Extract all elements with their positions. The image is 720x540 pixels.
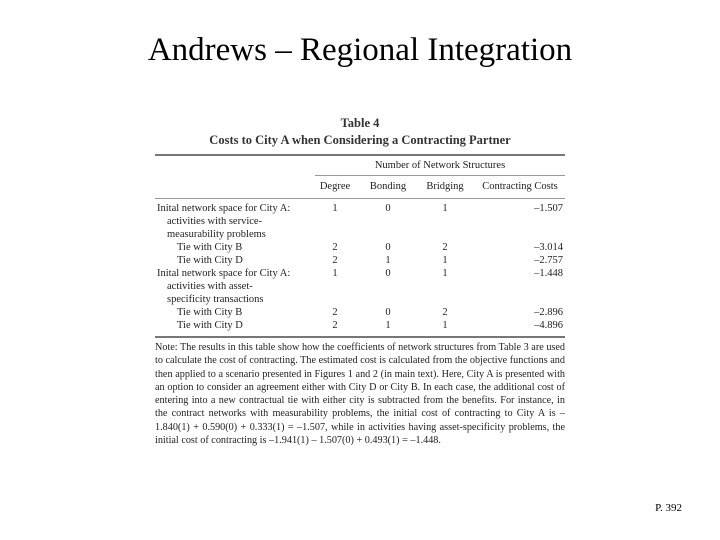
cell-bridging: 1 (442, 320, 448, 331)
cell-cost: –3.014 (534, 242, 563, 253)
cell-degree: 2 (332, 255, 338, 266)
row-label: measurability problems (167, 229, 266, 240)
row-label: Tie with City D (177, 255, 243, 266)
cell-bridging: 1 (442, 255, 448, 266)
cell-cost: –2.896 (534, 307, 563, 318)
slide-title: Andrews – Regional Integration (147, 32, 573, 68)
row-label: activities with service- (167, 216, 263, 227)
bottom-rule (155, 336, 565, 338)
row-label: Inital network space for City A: (157, 268, 291, 279)
cell-bonding: 1 (385, 255, 391, 266)
column-header-bonding: Bonding (369, 181, 407, 192)
table-row (155, 319, 565, 332)
table-note: Note: The results in this table show how the coefficients of network structures from Table 3 are used to calculate the cost of contracting. The estimated cost is calculated from the objective functions and then applied to a scenario presented in Figures 1 and 2 (in main text). Here, City A is presented with an option to consider an agreement either with City D or City B. In each case, the additional cost of entering into a new contractual tie with either city is subtracted from the benefits. For instance, in the contract networks with measurability problems, the initial cost of contracting to City A is –1.840(1) + 0.590(0) + 0.333(1) = –1.507, while in activities having asset-specificity problems, the initial cost of contracting is –1.941(1) – 1.507(0) + 0.493(1) = –1.448. (155, 342, 565, 447)
column-header-degree: Degree (319, 181, 351, 192)
cell-bridging: 2 (442, 242, 448, 253)
table-body (155, 199, 565, 336)
column-header-bridging: Bridging (426, 181, 464, 192)
table-row (155, 267, 565, 280)
group-header-row (155, 156, 565, 176)
cell-cost: –1.448 (534, 268, 563, 279)
row-label: activities with asset- (167, 281, 253, 292)
table-row (155, 215, 565, 228)
row-label: Tie with City D (177, 320, 243, 331)
group-header: Number of Network Structures (374, 160, 506, 171)
table-row (155, 241, 565, 254)
cell-cost: –4.896 (534, 320, 563, 331)
row-label: Inital network space for City A: (157, 203, 291, 214)
cell-bonding: 0 (385, 268, 391, 279)
table-row (155, 228, 565, 241)
row-label: Tie with City B (177, 242, 243, 253)
table-row (155, 202, 565, 215)
cell-cost: –1.507 (534, 203, 563, 214)
cell-bonding: 1 (385, 320, 391, 331)
table-row (155, 254, 565, 267)
table-number: Table 4 (340, 116, 380, 130)
cell-bridging: 1 (442, 268, 448, 279)
cell-bonding: 0 (385, 242, 391, 253)
table-row (155, 306, 565, 319)
cell-bonding: 0 (385, 203, 391, 214)
cell-degree: 1 (332, 268, 338, 279)
cell-degree: 2 (332, 320, 338, 331)
cell-bridging: 2 (442, 307, 448, 318)
cell-degree: 1 (332, 203, 338, 214)
table-row (155, 280, 565, 293)
table-caption: Costs to City A when Considering a Contracting Partner (209, 133, 511, 147)
table-row (155, 293, 565, 306)
row-label: Tie with City B (177, 307, 243, 318)
cell-degree: 2 (332, 307, 338, 318)
cell-cost: –2.757 (534, 255, 563, 266)
cell-bridging: 1 (442, 203, 448, 214)
column-header-contracting-costs: Contracting Costs (482, 181, 558, 192)
cell-bonding: 0 (385, 307, 391, 318)
cell-degree: 2 (332, 242, 338, 253)
table-figure (155, 116, 565, 447)
page-reference: P. 392 (655, 502, 682, 514)
row-label: specificity transactions (167, 294, 264, 305)
column-header-row (155, 176, 565, 198)
